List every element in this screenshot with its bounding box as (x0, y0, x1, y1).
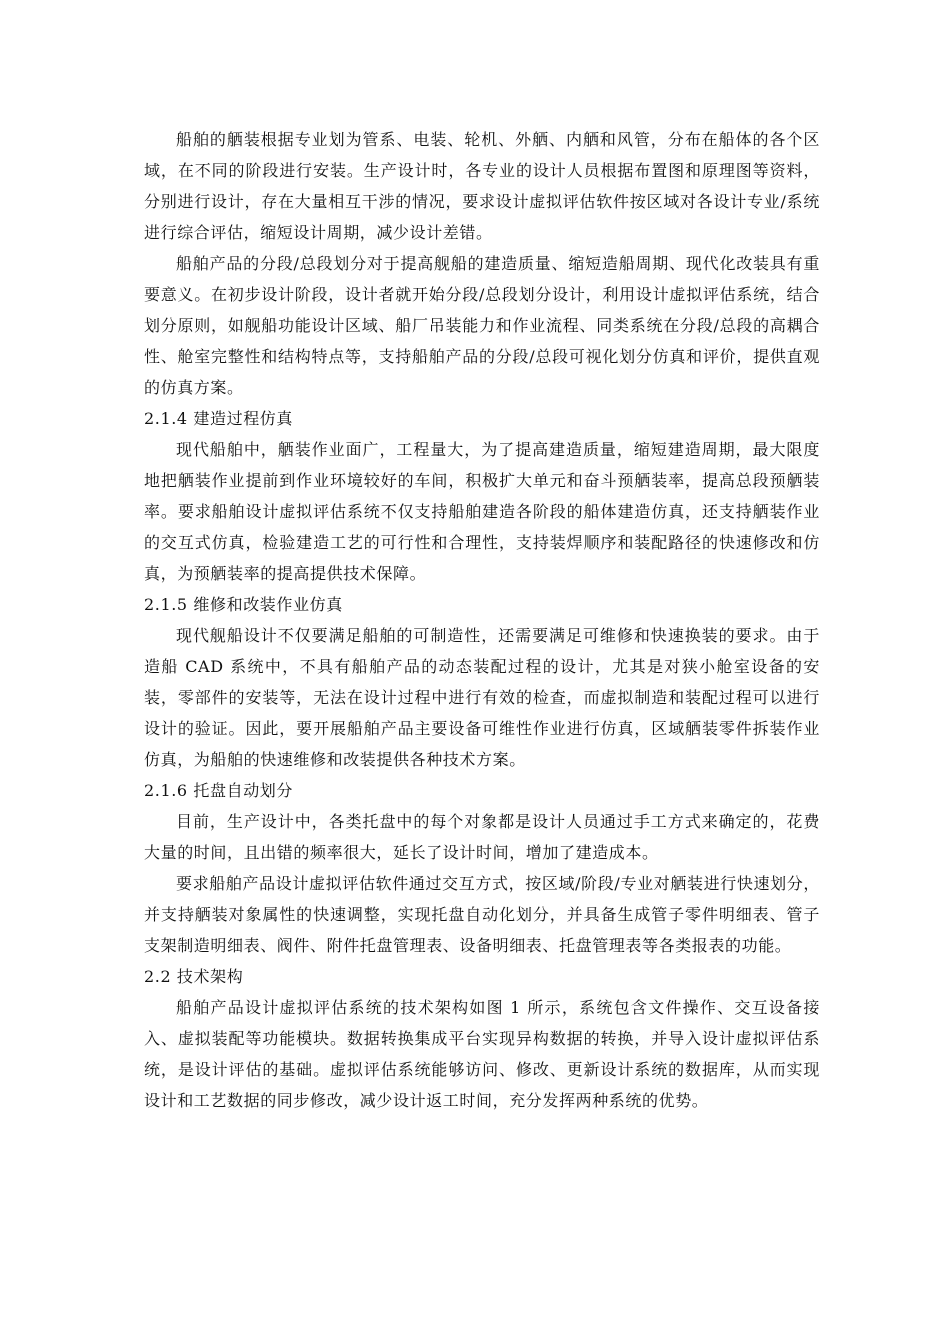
paragraph-pallet-requirements: 要求船舶产品设计虚拟评估软件通过交互方式，按区域/阶段/专业对舾装进行快速划分，并支持舾装对象属性的快速调整，实现托盘自动化划分，并具备生成管子零件明细表、管子支架制造明细表、阀件、附件托盘管理表、设备明细表、托盘管理表等各类报表的功能。 (144, 874, 820, 955)
paragraph-outfitting-zones: 船舶的舾装根据专业划为管系、电装、轮机、外舾、内舾和风管，分布在船体的各个区域，在不同的阶段进行安装。生产设计时，各专业的设计人员根据布置图和原理图等资料，分别进行设计，存在大量相互干涉的情况，要求设计虚拟评估软件按区域对各设计专业/系统进行综合评估，缩短设计周期，减少设计差错。 (144, 130, 820, 242)
paragraph-construction-simulation: 现代船舶中，舾装作业面广，工程量大，为了提高建造质量，缩短建造周期，最大限度地把舾装作业提前到作业环境较好的车间，积极扩大单元和奋斗预舾装率，提高总段预舾装率。要求船舶设计虚拟评估系统不仅支持船舶建造各阶段的船体建造仿真，还支持舾装作业的交互式仿真，检验建造工艺的可行性和合理性，支持装焊顺序和装配路径的快速修改和仿真，为预舾装率的提高提供技术保障。 (144, 440, 820, 583)
paragraph-pallet-current: 目前，生产设计中，各类托盘中的每个对象都是设计人员通过手工方式来确定的，花费大量的时间，且出错的频率很大，延长了设计时间，增加了建造成本。 (144, 812, 820, 862)
paragraph-block-division: 船舶产品的分段/总段划分对于提高舰船的建造质量、缩短造船周期、现代化改装具有重要意义。在初步设计阶段，设计者就开始分段/总段划分设计，利用设计虚拟评估系统，结合划分原则，如舰船功能设计区域、船厂吊装能力和作业流程、同类系统在分段/总段的高耦合性、舱室完整性和结构特点等，支持船舶产品的分段/总段可视化划分仿真和评价，提供直观的仿真方案。 (144, 254, 820, 397)
section-heading-2-1-6: 2.1.6 托盘自动划分 (144, 781, 293, 800)
document-body (144, 124, 820, 1116)
section-heading-2-2: 2.2 技术架构 (144, 967, 244, 986)
paragraph-architecture: 船舶产品设计虚拟评估系统的技术架构如图 1 所示，系统包含文件操作、交互设备接入、虚拟装配等功能模块。数据转换集成平台实现异构数据的转换，并导入设计虚拟评估系统，是设计评估的基础。虚拟评估系统能够访问、修改、更新设计系统的数据库，从而实现设计和工艺数据的同步修改，减少设计返工时间，充分发挥两种系统的优势。 (144, 998, 820, 1110)
section-heading-2-1-4: 2.1.4 建造过程仿真 (144, 409, 293, 428)
paragraph-maintenance-simulation: 现代舰船设计不仅要满足船舶的可制造性，还需要满足可维修和快速换装的要求。由于造船 CAD 系统中，不具有船舶产品的动态装配过程的设计，尤其是对狭小舱室设备的安装，零部件的安装等，无法在设计过程中进行有效的检查，而虚拟制造和装配过程可以进行设计的验证。因此，要开展船舶产品主要设备可维性作业进行仿真，区域舾装零件拆装作业仿真，为船舶的快速维修和改装提供各种技术方案。 (144, 626, 820, 769)
section-heading-2-1-5: 2.1.5 维修和改装作业仿真 (144, 595, 343, 614)
